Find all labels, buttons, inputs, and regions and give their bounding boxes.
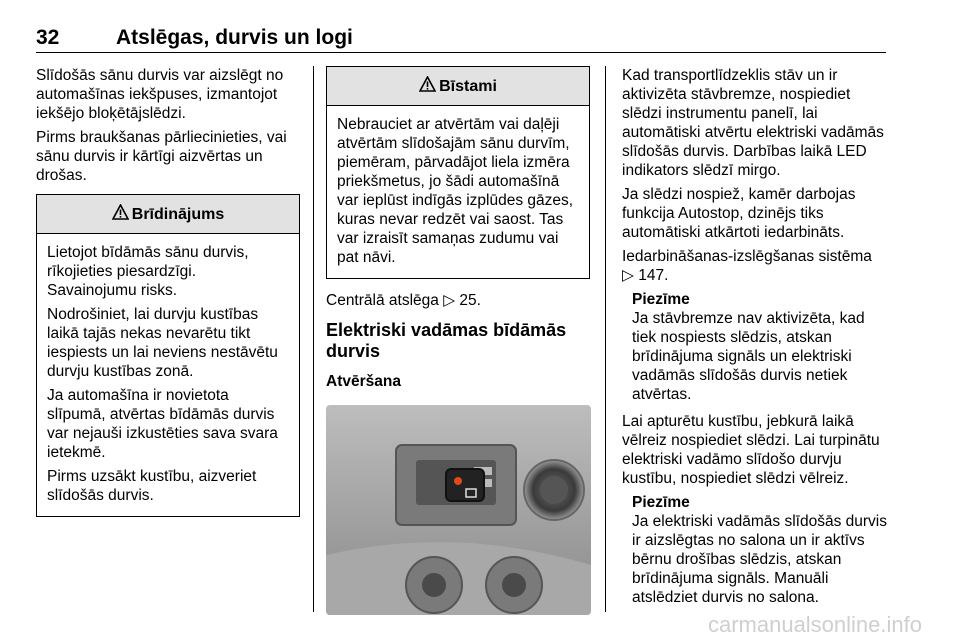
warning-triangle-icon — [112, 204, 129, 225]
reference-text: Centrālā atslēga — [326, 292, 439, 309]
danger-box-body — [327, 106, 589, 278]
reference-page-link[interactable]: 147. — [638, 267, 669, 284]
danger-box-header — [327, 67, 589, 106]
paragraph: Slīdošās sānu durvis var aizslēgt no automašīnas iekšpuses, izmantojot iekšējo bloķētājslēdzi. — [36, 67, 284, 122]
paragraph: Pirms uzsākt kustību, aizveriet slīdošās durvis. — [47, 468, 257, 504]
dashboard-switch-photo — [326, 405, 591, 615]
cross-reference — [622, 247, 890, 285]
page-reference-arrow-icon: ▷ — [622, 267, 634, 284]
danger-box-title: Bīstami — [439, 77, 497, 95]
note-text: Ja elektriski vadāmās slīdošās durvis ir aizslēgtas no salona un ir aktīvs bērnu drošības slēdzis, atskan brīdinājuma signāls. Manuāli atslēdziet durvis no salona. — [632, 513, 887, 606]
warning-box-header — [37, 195, 299, 234]
section-title: Elektriski vadāmas bīdāmās durvis — [326, 320, 567, 361]
note-title: Piezīme — [632, 291, 690, 308]
note-block — [622, 290, 890, 404]
subsection-title: Atvēršana — [326, 373, 401, 390]
cross-reference — [326, 291, 590, 310]
chapter-title: Atslēgas, durvis un logi — [116, 26, 353, 49]
note-text: Ja stāvbremze nav aktivizēta, kad tiek nospiests slēdzis, atskan brīdinājuma signāls un elektriski vadāmās slīdošās durvis netiek atvērtas. — [632, 310, 865, 403]
reference-page-link[interactable]: 25. — [459, 292, 481, 309]
paragraph: Pirms braukšanas pārliecinieties, vai sānu durvis ir kārtīgi aizvērtas un drošas. — [36, 129, 287, 184]
warning-box-title: Brīdinājums — [131, 205, 225, 223]
page-header — [36, 26, 886, 53]
note-block — [622, 493, 890, 607]
note-title: Piezīme — [632, 494, 690, 511]
paragraph: Lai apturētu kustību, jebkurā laikā vēlreiz nospiediet slēdzi. Lai turpinātu elektriski vadāmo slīdošo durvju kustību, nospiediet slēdzi vēlreiz. — [622, 413, 880, 487]
warning-box — [36, 194, 300, 517]
column-divider — [313, 66, 314, 612]
paragraph: Lietojot bīdāmās sānu durvis, rīkojieties piesardzīgi. Savainojumu risks. — [47, 244, 249, 299]
column-middle — [326, 66, 590, 615]
danger-box — [326, 66, 590, 279]
paragraph: Kad transportlīdzeklis stāv un ir aktivizēta stāvbremze, nospiediet slēdzi instrumentu panelī, lai automātiski atvērtu elektriski vadāmās slīdošās durvis. Darbības laikā LED indikators slēdzī mirgo. — [622, 67, 884, 179]
column-right — [622, 66, 890, 615]
column-left — [36, 66, 300, 517]
page-number: 32 — [36, 26, 60, 49]
paragraph: Nodrošiniet, lai durvju kustības laikā tajās nekas nevarētu tikt iespiests un lai neviens nestāvētu durvju kustības zonā. — [47, 306, 278, 380]
paragraph: Ja slēdzi nospiež, kamēr darbojas funkcija Autostop, dzinējs tiks automātiski atkārtoti iedarbināts. — [622, 186, 856, 241]
paragraph: Ja automašīna ir novietota slīpumā, atvērtas bīdāmās durvis var nejauši izkustēties sava svara ietekmē. — [47, 387, 278, 461]
warning-triangle-icon — [419, 76, 436, 97]
warning-box-body — [37, 234, 299, 516]
paragraph: Nebrauciet ar atvērtām vai daļēji atvērtām slīdošajām sānu durvīm, piemēram, pārvadājot liela izmēra priekšmetus, jo šādi automašīnā var ieplūst indīgās izplūdes gāzes, kuras nevar redzēt vai saost. Tas var izraisīt samaņas zudumu vai pat nāvi. — [337, 116, 574, 266]
watermark-text: carmanualsonline.info — [707, 612, 922, 637]
column-divider — [605, 66, 606, 612]
reference-text: Iedarbināšanas-izslēgšanas sistēma — [622, 248, 872, 265]
page-reference-arrow-icon: ▷ — [443, 292, 456, 309]
